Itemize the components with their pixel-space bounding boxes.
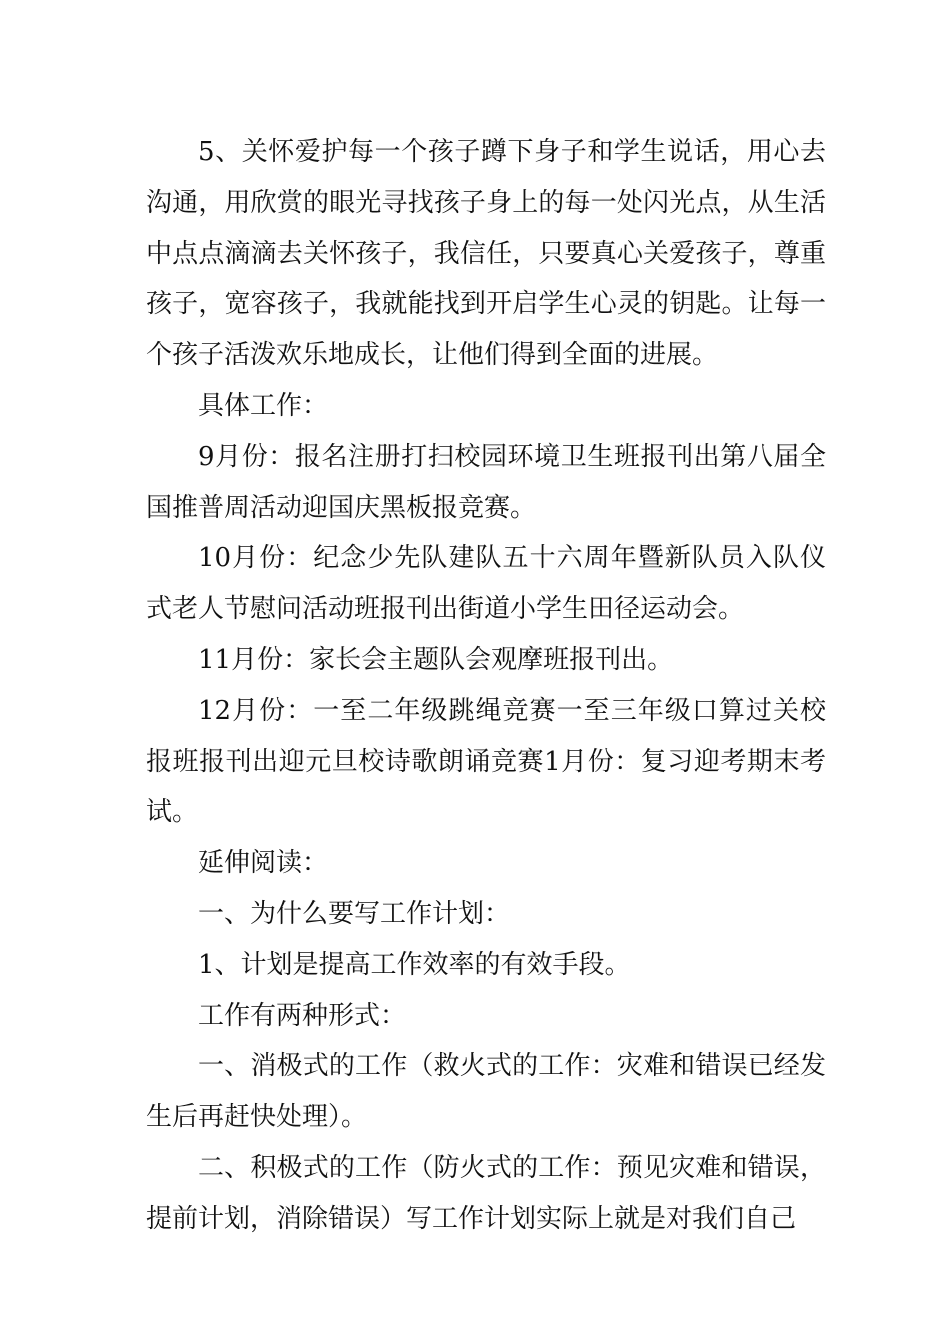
paragraph-care-children: 5、关怀爱护每一个孩子蹲下身子和学生说话，用心去沟通，用欣赏的眼光寻找孩子身上的每一处闪光点，从生活中点点滴滴去关怀孩子，我信任，只要真心关爱孩子，尊重孩子，宽容孩子，我就能找到开启学生心灵的钥匙。让每一个孩子活泼欢乐地成长，让他们得到全面的进展。	[146, 137, 826, 371]
paragraph-november: 11月份：家长会主题队会观摩班报刊出。	[198, 644, 674, 675]
paragraph-why-write-plan: 一、为什么要写工作计划：	[198, 898, 511, 929]
paragraph-extended-reading-heading: 延伸阅读：	[198, 848, 329, 879]
paragraph-active-work: 二、积极式的工作（防火式的工作：预见灾难和错误，提前计划，消除错误）写工作计划实际上就是对我们自己	[146, 1152, 826, 1234]
paragraph-december-january: 12月份：一至二年级跳绳竞赛一至三年级口算过关校报班报刊出迎元旦校诗歌朗诵竞赛1月份：复习迎考期末考试。	[146, 695, 826, 828]
paragraph-september: 9月份：报名注册打扫校园环境卫生班报刊出第八届全国推普周活动迎国庆黑板报竞赛。	[146, 441, 826, 523]
paragraph-plan-efficiency: 1、计划是提高工作效率的有效手段。	[198, 949, 631, 980]
paragraph-october: 10月份：纪念少先队建队五十六周年暨新队员入队仪式老人节慰问活动班报刊出街道小学生田径运动会。	[146, 543, 826, 625]
paragraph-passive-work: 一、消极式的工作（救火式的工作：灾难和错误已经发生后再赶快处理）。	[146, 1051, 826, 1133]
paragraph-specific-work-heading: 具体工作：	[198, 390, 329, 421]
document-body	[146, 127, 826, 1245]
paragraph-two-forms: 工作有两种形式：	[198, 1000, 407, 1031]
